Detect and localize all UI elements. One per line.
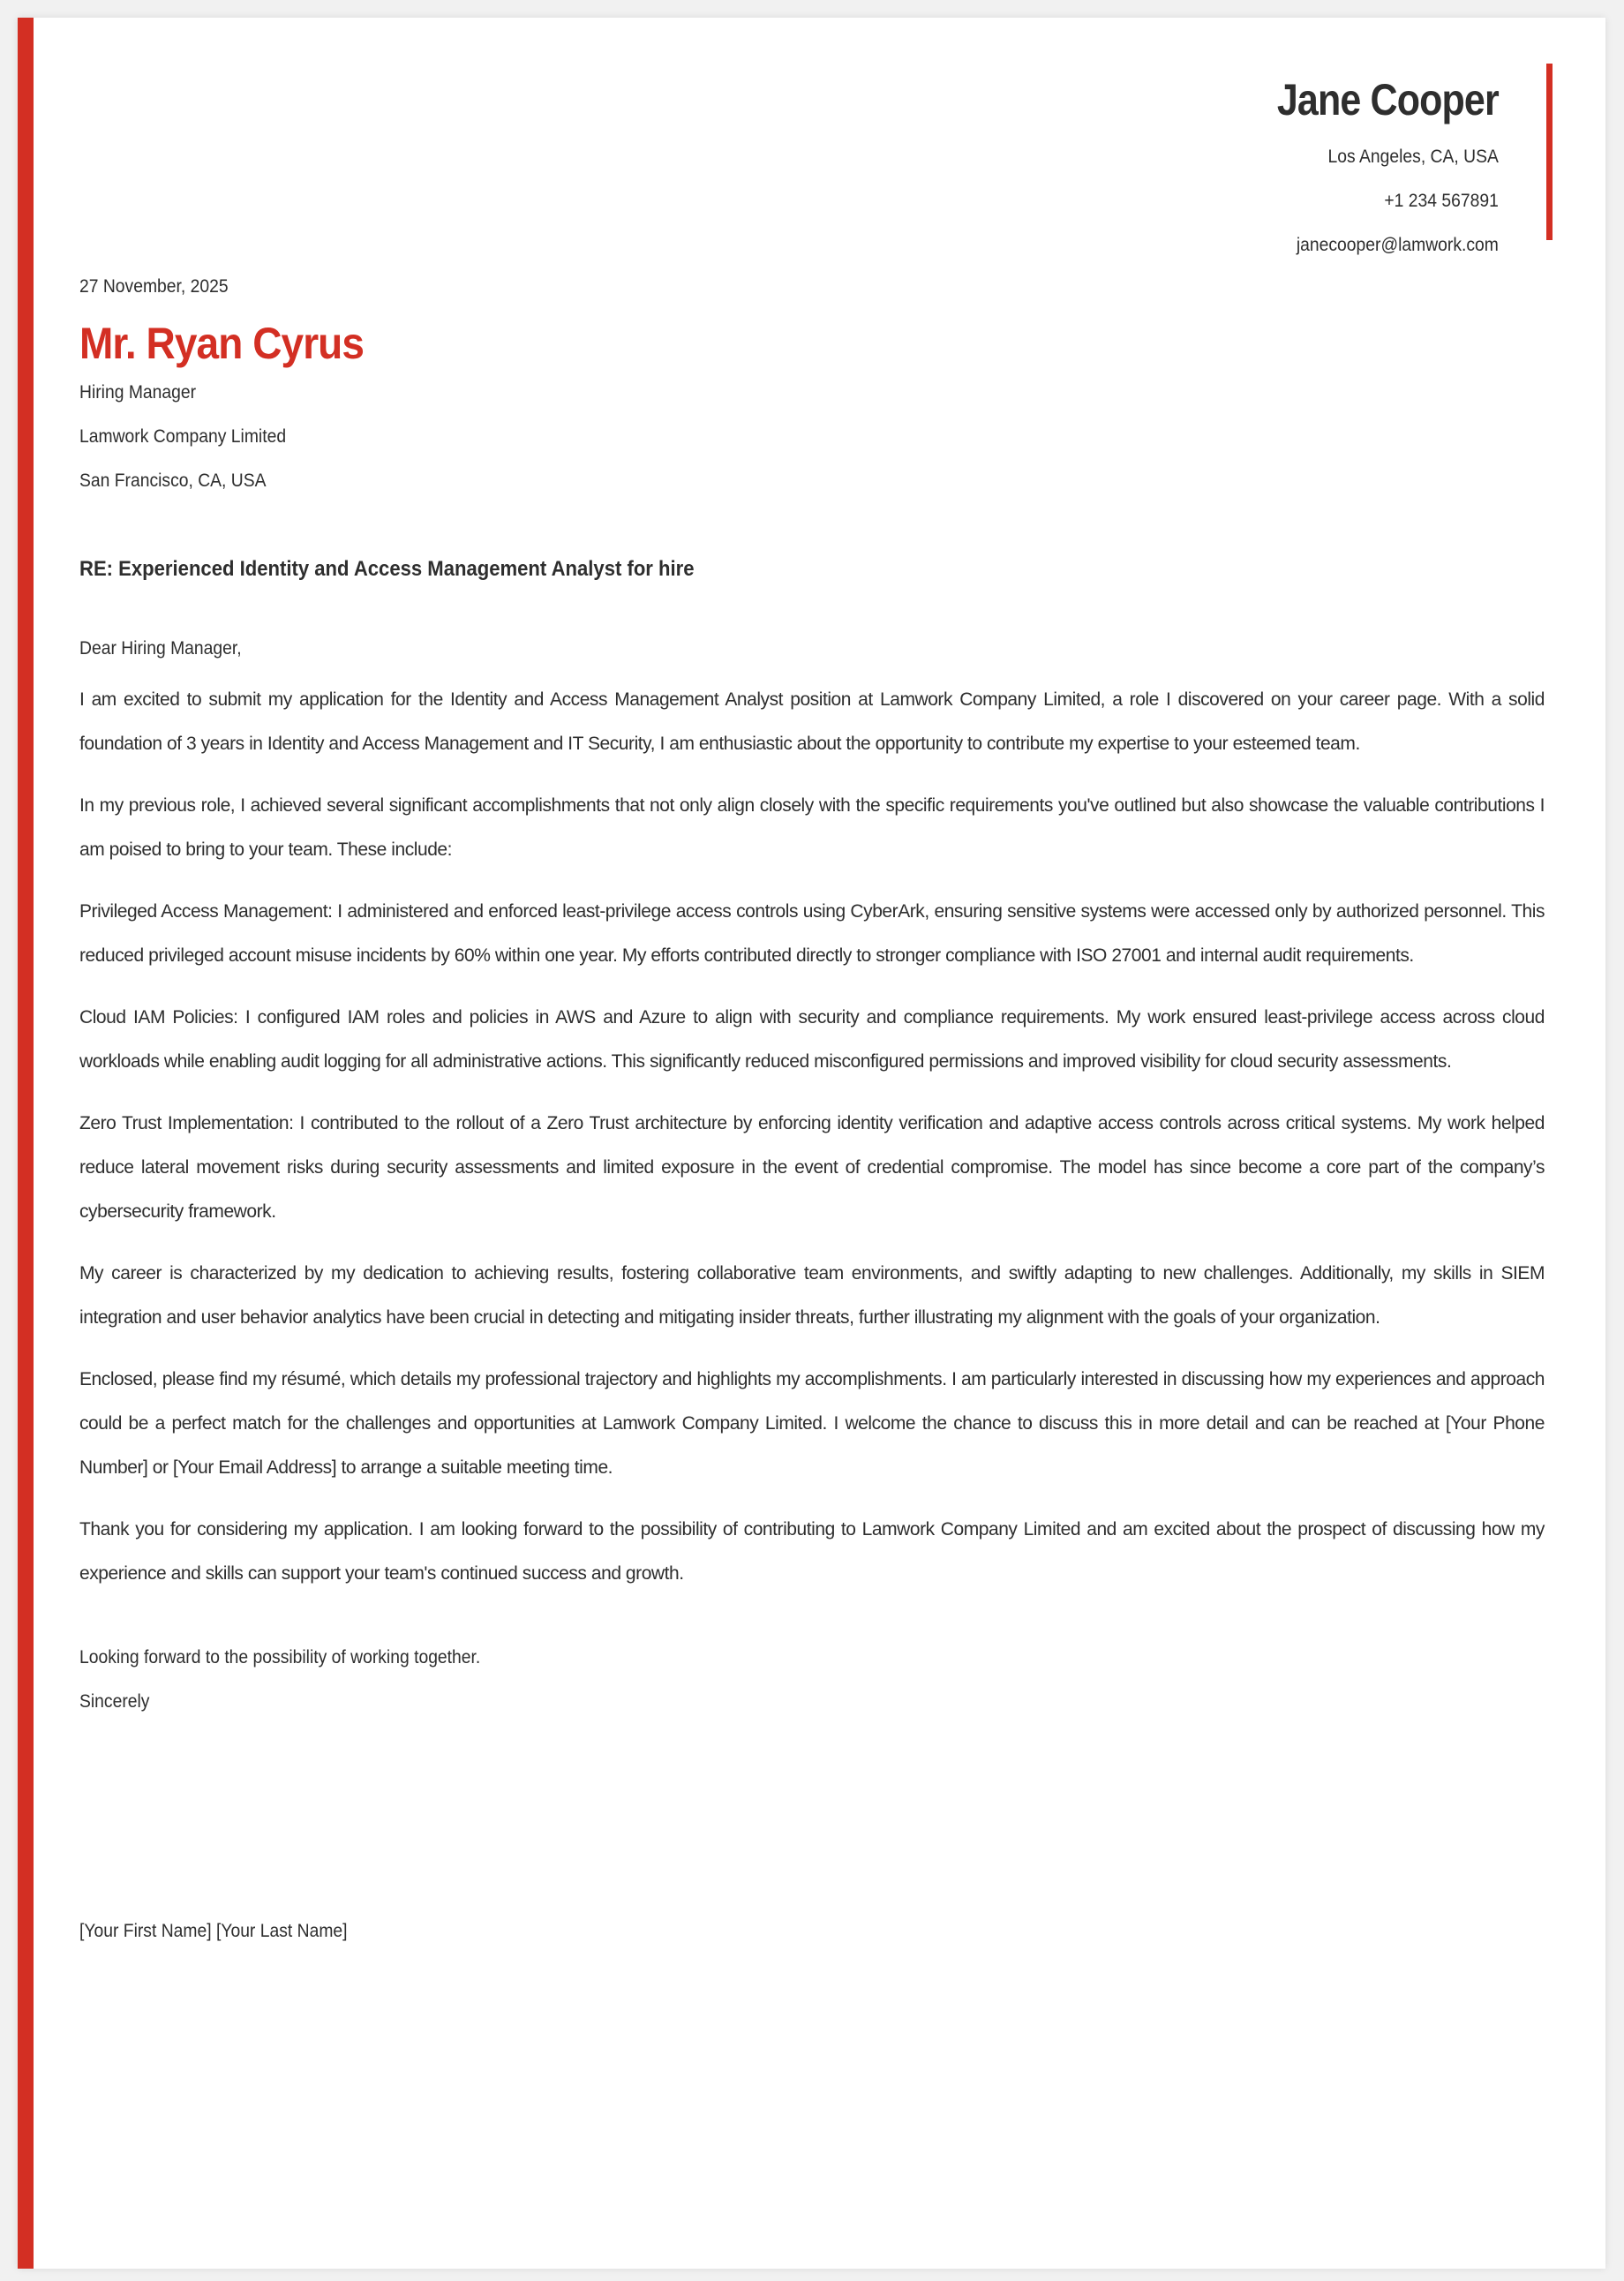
recipient-company: Lamwork Company Limited [79,426,287,447]
subject-line: RE: Experienced Identity and Access Management Analyst for hire [79,557,695,581]
body-paragraph: My career is characterized by my dedication to achieving results, fostering collaborative team environments, and swiftly adapting to new challenges. Additionally, my skills in SIEM integration and user behavior analytics have been crucial in detecting and mitigating insider threats, further illustrating my alignment with the goals of your organization. [79,1263,1545,1328]
sender-location: Los Angeles, CA, USA [1327,147,1499,167]
body-paragraph: I am excited to submit my application for the Identity and Access Management Analyst position at Lamwork Company Limited, a role I discovered on your career page. With a solid foundation of 3 years in Identity and Access Management and IT Security, I am enthusiastic about the opportunity to contribute my expertise to your esteemed team. [79,689,1545,754]
body-paragraph: Zero Trust Implementation: I contributed to the rollout of a Zero Trust architecture by enforcing identity verification and adaptive access controls across critical systems. My work helped reduce lateral movement risks during security assessments and limited exposure in the event of credential compromise. The model has since become a core part of the company’s cybersecurity framework. [79,1113,1545,1222]
letter-date: 27 November, 2025 [79,276,229,297]
body-paragraph: Thank you for considering my application. I am looking forward to the possibility of contributing to Lamwork Company Limited and am excited about the prospect of discussing how my experience and skills can support your team's continued success and growth. [79,1519,1545,1584]
recipient-title: Hiring Manager [79,382,197,403]
left-accent-bar [18,18,34,2269]
sender-phone: +1 234 567891 [1384,191,1499,211]
closing-line: Looking forward to the possibility of working together. [79,1647,481,1667]
body-paragraph: Enclosed, please find my résumé, which details my professional trajectory and highlights my accomplishments. I am particularly interested in discussing how my experiences and approach could be a perfect match for the challenges and opportunities at Lamwork Company Limited. I welcome the chance to discuss this in more detail and can be reached at [Your Phone Number] or [Your Email Address] to arrange a suitable meeting time. [79,1369,1545,1478]
body-paragraph: Cloud IAM Policies: I configured IAM roles and policies in AWS and Azure to align with security and compliance requirements. My work ensured least-privilege access across cloud workloads while enabling audit logging for all administrative actions. This significantly reduced misconfigured permissions and improved visibility for cloud security assessments. [79,1007,1545,1072]
recipient-location: San Francisco, CA, USA [79,471,267,491]
recipient-name: Mr. Ryan Cyrus [79,319,365,368]
signoff: Sincerely [79,1691,150,1712]
header-accent-bar [1546,64,1553,240]
letter-body [79,265,1545,1954]
sender-header [1241,64,1499,267]
greeting: Dear Hiring Manager, [79,638,242,659]
sender-email: janecooper@lamwork.com [1296,235,1499,255]
letter-page [18,18,1605,2269]
body-paragraph: In my previous role, I achieved several significant accomplishments that not only align closely with the specific requirements you've outlined but also showcase the valuable contributions I am poised to bring to your team. These include: [79,795,1545,860]
body-paragraph: Privileged Access Management: I administered and enforced least-privilege access controls using CyberArk, ensuring sensitive systems were accessed only by authorized personnel. This reduced privileged account misuse incidents by 60% within one year. My efforts contributed directly to stronger compliance with ISO 27001 and internal audit requirements. [79,901,1545,966]
signature-name: [Your First Name] [Your Last Name] [79,1921,348,1941]
sender-name: Jane Cooper [1277,75,1499,124]
